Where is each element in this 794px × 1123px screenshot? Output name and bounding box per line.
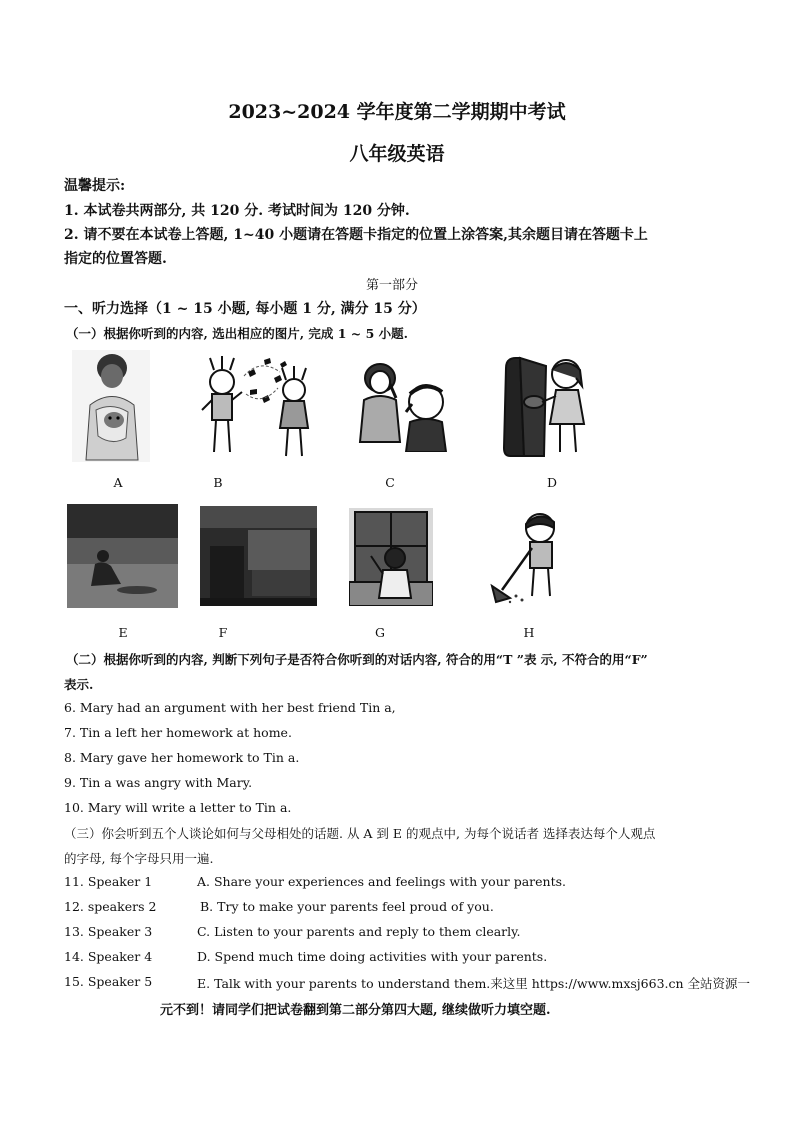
speaker-4: 14. Speaker 4 [64, 949, 153, 964]
section-one-heading: 一、听力选择（1 ~ 15 小题, 每小题 1 分, 满分 15 分） [64, 301, 426, 317]
exam-title: 2023~2024 学年度第二学期期中考试 [228, 101, 566, 123]
statement-7: 7. Tin a left her homework at home. [64, 725, 292, 740]
picture-f-dark-room [200, 506, 317, 606]
option-b: B. Try to make your parents feel proud of you. [200, 899, 494, 914]
part-one-heading: 第一部分 [366, 278, 419, 293]
picture-label-d: D [546, 475, 558, 490]
picture-b-kids-arguing [200, 352, 318, 462]
picture-h-boy-sweeping [488, 506, 572, 604]
statement-10: 10. Mary will write a letter to Tin a. [64, 800, 292, 815]
picture-label-b: B [213, 475, 223, 490]
picture-c-phone-call [354, 360, 454, 452]
tips-line-2a: 2. 请不要在本试卷上答题, 1~40 小题请在答题卡指定的位置上涂答案,其余题目请在答题卡上 [64, 227, 648, 243]
speaker-1: 11. Speaker 1 [64, 874, 153, 889]
tips-line-1: 1. 本试卷共两部分, 共 120 分. 考试时间为 120 分钟. [64, 203, 410, 219]
picture-label-f: F [218, 625, 228, 640]
statement-9: 9. Tin a was angry with Mary. [64, 775, 253, 790]
statement-6: 6. Mary had an argument with her best friend Tin a, [64, 700, 396, 715]
option-a: A. Share your experiences and feelings with your parents. [197, 874, 566, 889]
picture-label-a: A [113, 475, 123, 490]
option-d: D. Spend much time doing activities with your parents. [197, 949, 548, 964]
option-e: E. Talk with your parents to understand them.来这里 https://www.mxsj663.cn 全站资源一 [197, 976, 751, 991]
subsection-three-instruction-cont: 的字母, 每个字母只用一遍. [64, 851, 214, 866]
tips-line-2b: 指定的位置答题. [64, 251, 167, 267]
statement-8: 8. Mary gave her homework to Tin a. [64, 750, 300, 765]
subsection-three-instruction: （三）你会听到五个人谈论如何与父母相处的话题. 从 A 到 E 的观点中, 为每个说话者 选择表达每个人观点 [64, 826, 656, 841]
picture-a-person-with-dog [72, 350, 150, 462]
subsection-two-instruction: （二）根据你听到的内容, 判断下列句子是否符合你听到的对话内容, 符合的用“T ”表 示, 不符合的用“F” [66, 652, 648, 667]
tips-heading: 温馨提示: [64, 178, 126, 194]
exam-subtitle: 八年级英语 [349, 143, 445, 165]
picture-label-h: H [523, 625, 535, 640]
speaker-5: 15. Speaker 5 [64, 974, 153, 989]
picture-d-girl-trash-bin [500, 352, 592, 464]
subsection-one-instruction: （一）根据你听到的内容, 选出相应的图片, 完成 1 ~ 5 小题. [66, 326, 409, 341]
picture-e-person-sitting-outdoors [67, 504, 178, 608]
picture-label-e: E [118, 625, 128, 640]
picture-g-girl-at-window [349, 508, 433, 606]
speaker-3: 13. Speaker 3 [64, 924, 153, 939]
picture-label-c: C [385, 475, 395, 490]
page-footer-note: 元不到！请同学们把试卷翻到第二部分第四大题, 继续做听力填空题. [160, 1003, 551, 1018]
option-c: C. Listen to your parents and reply to them clearly. [197, 924, 521, 939]
picture-label-g: G [375, 625, 385, 640]
speaker-2: 12. speakers 2 [64, 899, 157, 914]
subsection-two-instruction-cont: 表示. [64, 677, 94, 692]
